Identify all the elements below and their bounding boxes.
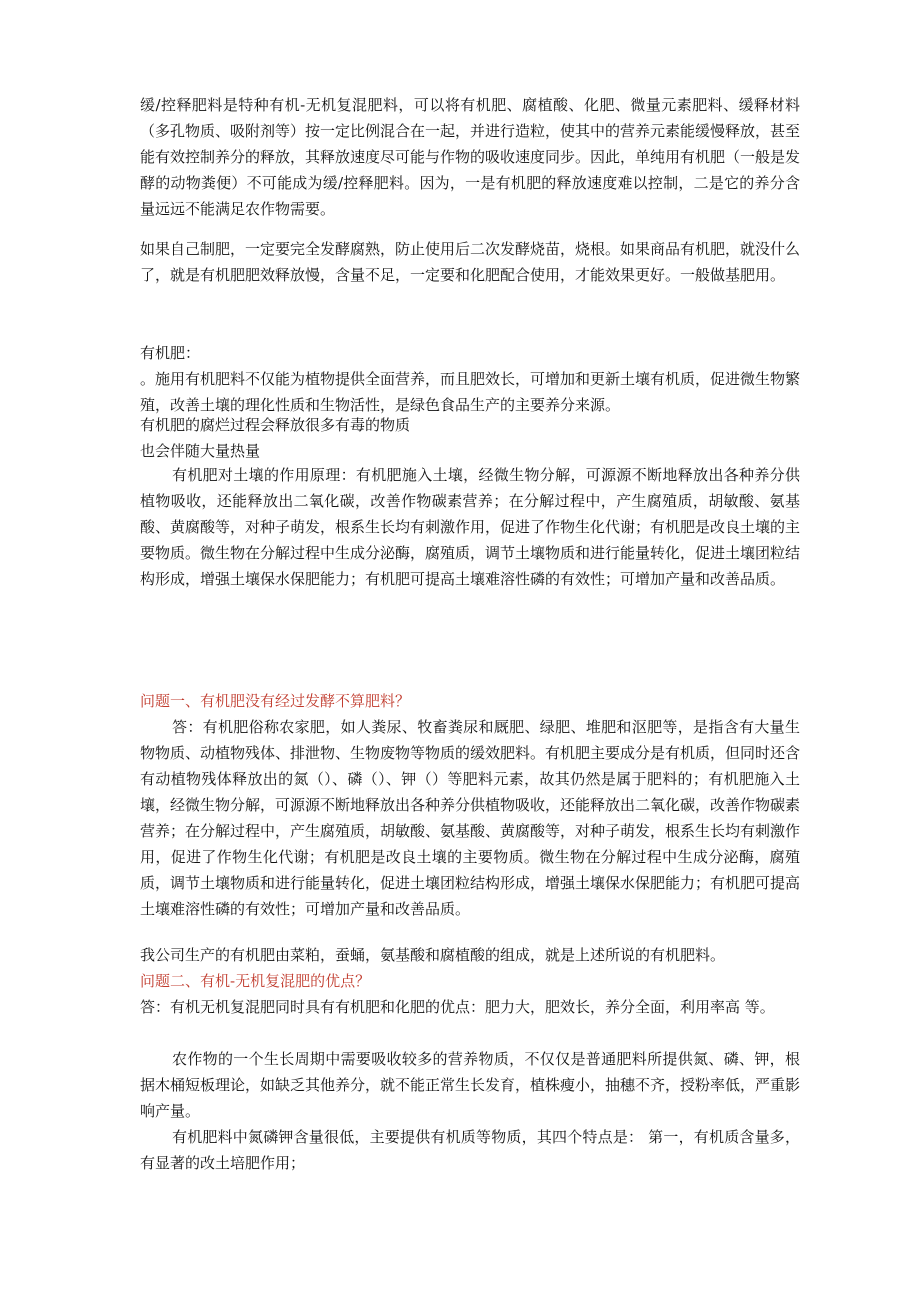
paragraph-company: 我公司生产的有机肥由菜粕，蚕蛹，氨基酸和腐植酸的组成，就是上述所说的有机肥料。 xyxy=(140,946,726,964)
paragraph-crop-nutrients: 农作物的一个生长周期中需要吸收较多的营养物质，不仅仅是普通肥料所提供氮、磷、钾，根据木桶短板理论，如缺乏其他养分，就不能正常生长发育，植株瘦小，抽穗不齐，授粉率低，严重影响产量。 xyxy=(140,1050,801,1120)
paragraph-self-made: 如果自己制肥，一定要完全发酵腐熟，防止使用后二次发酵烧苗，烧根。如果商品有机肥，就没什么了，就是有机肥肥效释放慢，含量不足，一定要和化肥配合使用，才能效果更好。一般做基肥用。 xyxy=(140,240,801,284)
paragraph-toxic-release: 有机肥的腐烂过程会释放很多有毒的物质 xyxy=(140,416,411,434)
answer-one: 答：有机肥俗称农家肥，如人粪尿、牧畜粪尿和厩肥、绿肥、堆肥和沤肥等，是指含有大量生物物质、动植物残体、排泄物、生物废物等物质的缓效肥料。有机肥主要成分是有机质，但同时还含有动植物残体释放出的氮（）、磷（）、钾（）等肥料元素，故其仍然是属于肥料的；有机肥施入土壤，经微生物分解，可源源不断地释放出各种养分供植物吸收，还能释放出二氧化碳，改善作物碳素营养；在分解过程中，产生腐殖质，胡敏酸、氨基酸、黄腐酸等，对种子萌发，根系生长均有刺激作用，促进了作物生化代谢；有机肥是改良土壤的主要物质。微生物在分解过程中生成分泌酶，腐殖质，调节土壤物质和进行能量转化，促进土壤团粒结构形成，增强土壤保水保肥能力；有机肥可提高土壤难溶性磷的有效性；可增加产量和改善品质。 xyxy=(140,718,801,918)
paragraph-soil-principle: 有机肥对土壤的作用原理：有机肥施入土壤，经微生物分解，可源源不断地释放出各种养分供植物吸收，还能释放出二氧化碳，改善作物碳素营养；在分解过程中，产生腐殖质，胡敏酸、氨基酸、黄腐酸等，对种子萌发，根系生长均有刺激作用，促进了作物生化代谢；有机肥是改良土壤的主要物质。微生物在分解过程中生成分泌酶，腐殖质，调节土壤物质和进行能量转化，促进土壤团粒结构形成，增强土壤保水保肥能力；有机肥可提高土壤难溶性磷的有效性；可增加产量和改善品质。 xyxy=(140,466,801,588)
question-one: 问题一、有机肥没有经过发酵不算肥料？ xyxy=(140,692,411,710)
heading-organic-fertilizer: 有机肥： xyxy=(140,344,201,362)
paragraph-heat: 也会伴随大量热量 xyxy=(140,442,261,460)
paragraph-npk-features: 有机肥料中氮磷钾含量很低，主要提供有机质等物质，其四个特点是： 第一，有机质含量多，有显著的改土培肥作用； xyxy=(140,1128,800,1172)
question-two: 问题二、有机-无机复混肥的优点？ xyxy=(140,972,371,990)
paragraph-slow-release: 缓/控释肥料是特种有机-无机复混肥料，可以将有机肥、腐植酸、化肥、微量元素肥料、缓释材料（多孔物质、吸附剂等）按一定比例混合在一起，并进行造粒，使其中的营养元素能缓慢释放，甚至能有效控制养分的释放，其释放速度尽可能与作物的吸收速度同步。因此，单纯用有机肥（一般是发酵的动物粪便）不可能成为缓/控释肥料。因为，一是有机肥的释放速度难以控制，二是它的养分含量远远不能满足农作物需要。 xyxy=(140,96,801,218)
answer-two: 答：有机无机复混肥同时具有有机肥和化肥的优点：肥力大，肥效长，养分全面，利用率高 等。 xyxy=(140,998,775,1016)
paragraph-organic-benefits: 。施用有机肥料不仅能为植物提供全面营养，而且肥效长，可增加和更新土壤有机质，促进微生物繁殖，改善土壤的理化性质和生物活性，是绿色食品生产的主要养分来源。 xyxy=(140,370,801,414)
